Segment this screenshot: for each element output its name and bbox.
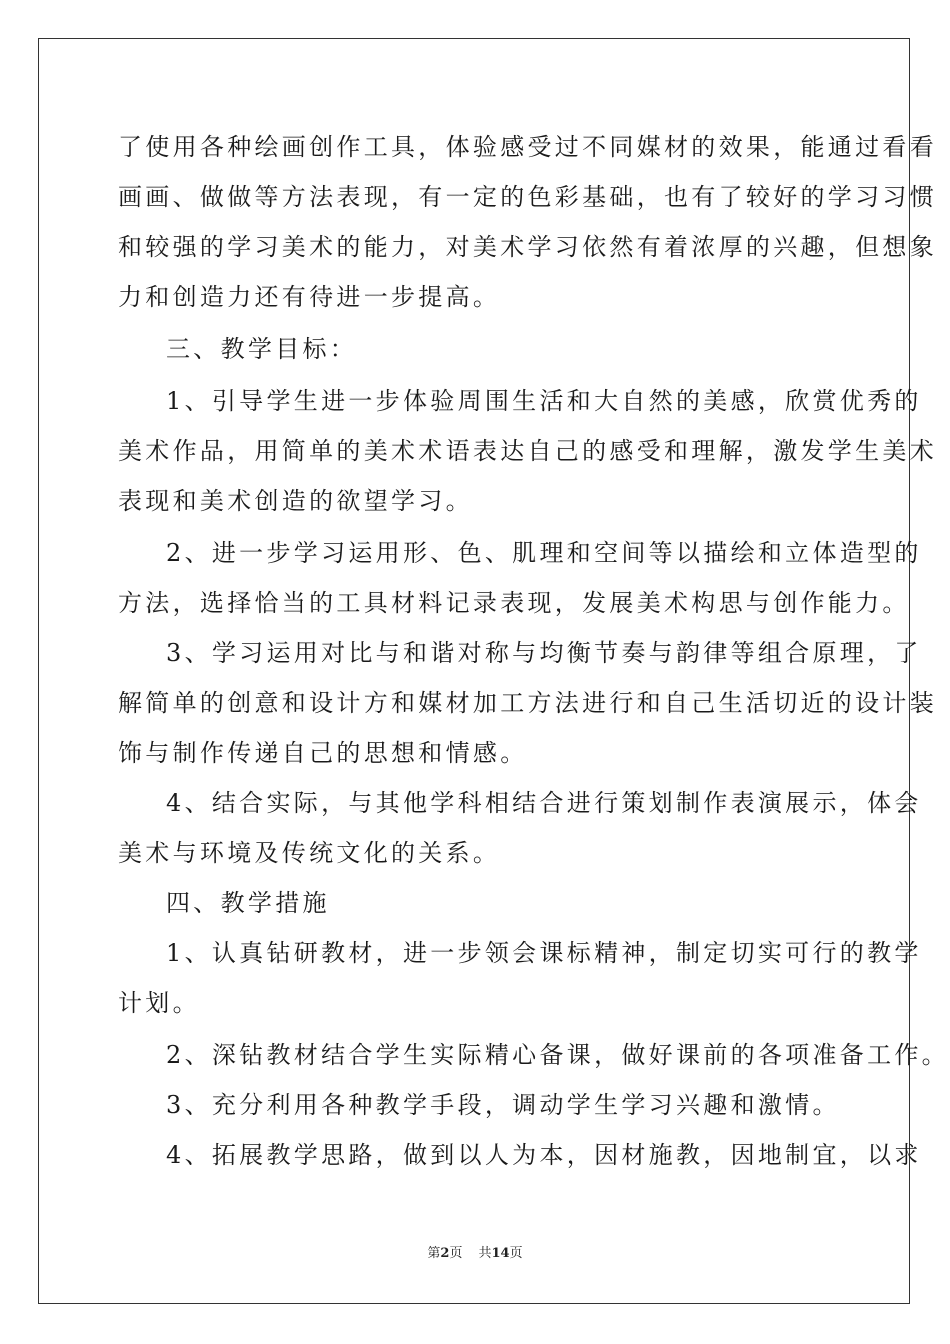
text-line: 和较强的学习美术的能力，对美术学习依然有着浓厚的兴趣，但想象 (118, 233, 937, 261)
page-indicator: 第2页 (427, 1246, 463, 1261)
text-line: 力和创造力还有待进一步提高。 (118, 283, 501, 311)
text-line: 2、进一步学习运用形、色、肌理和空间等以描绘和立体造型的 (166, 539, 922, 567)
text-line: 3、学习运用对比与和谐对称与均衡节奏与韵律等组合原理，了 (166, 639, 922, 667)
text-line: 美术作品，用简单的美术术语表达自己的感受和理解，激发学生美术 (118, 437, 937, 465)
text-line: 饰与制作传递自己的思想和情感。 (118, 739, 528, 767)
text-line: 3、充分利用各种教学手段，调动学生学习兴趣和激情。 (166, 1091, 840, 1119)
text-line: 2、深钻教材结合学生实际精心备课，做好课前的各项准备工作。 (166, 1041, 949, 1069)
text-line: 了使用各种绘画创作工具，体验感受过不同媒材的效果，能通过看看 (118, 133, 937, 161)
text-line: 1、认真钻研教材，进一步领会课标精神，制定切实可行的教学 (166, 939, 922, 967)
text-line: 4、拓展教学思路，做到以人为本，因材施教，因地制宜，以求 (166, 1141, 922, 1169)
text-line: 解简单的创意和设计方和媒材加工方法进行和自己生活切近的设计装 (118, 689, 937, 717)
page-footer (0, 1245, 950, 1263)
text-line: 画画、做做等方法表现，有一定的色彩基础，也有了较好的学习习惯 (118, 183, 937, 211)
text-line: 计划。 (118, 989, 200, 1017)
text-line: 表现和美术创造的欲望学习。 (118, 487, 473, 515)
text-line: 方法，选择恰当的工具材料记录表现，发展美术构思与创作能力。 (118, 589, 910, 617)
text-line: 4、结合实际，与其他学科相结合进行策划制作表演展示，体会 (166, 789, 922, 817)
text-line: 美术与环境及传统文化的关系。 (118, 839, 501, 867)
text-line: 1、引导学生进一步体验周围生活和大自然的美感，欣赏优秀的 (166, 387, 922, 415)
section-heading: 四、教学措施 (166, 889, 330, 917)
section-heading: 三、教学目标： (166, 335, 358, 363)
total-pages-indicator: 共14页 (478, 1246, 523, 1261)
